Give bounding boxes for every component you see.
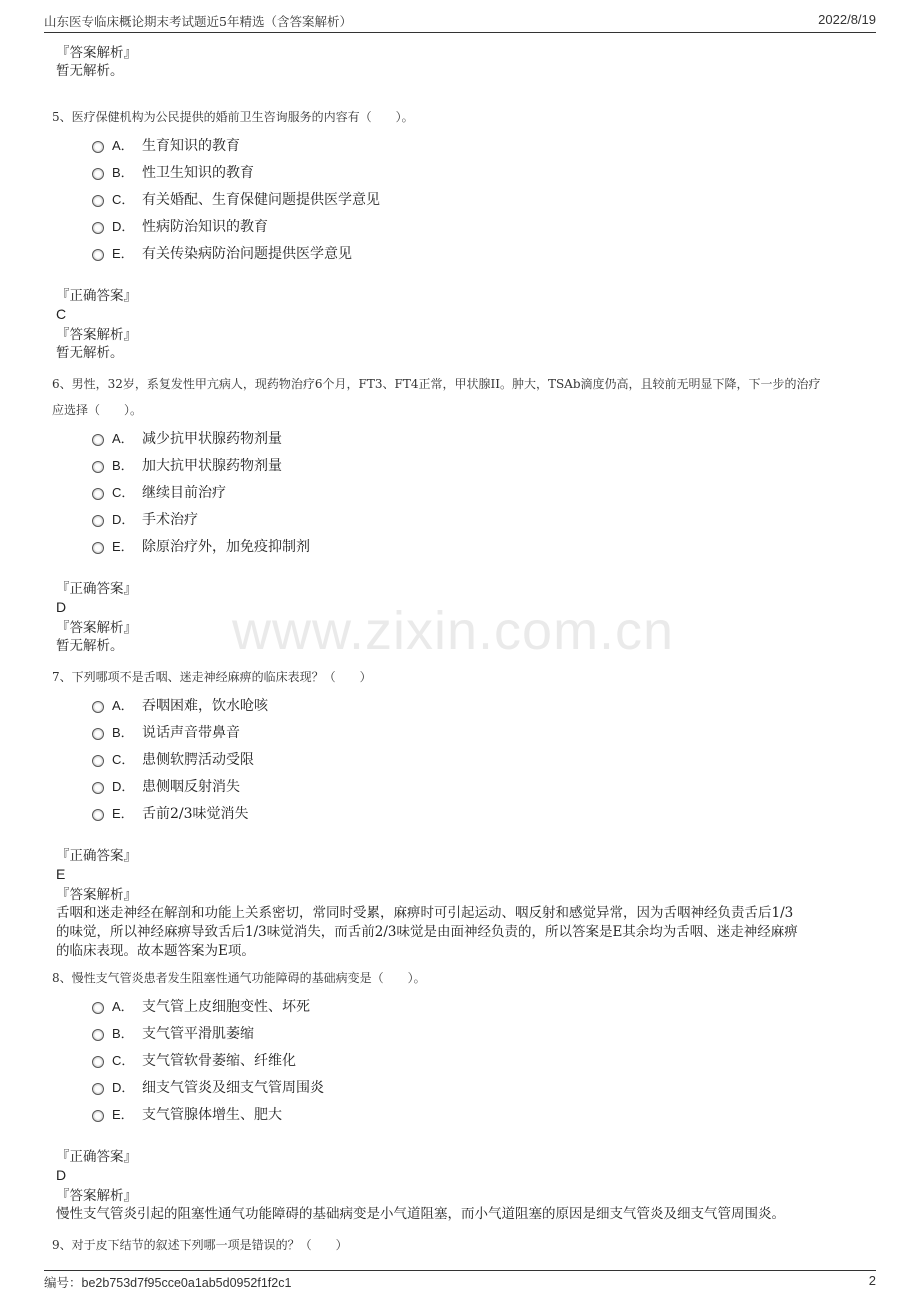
option-e[interactable] bbox=[92, 800, 868, 827]
page-footer bbox=[44, 1270, 876, 1291]
radio-icon[interactable] bbox=[92, 434, 104, 446]
analysis-text-line: 舌咽和迷走神经在解剖和功能上关系密切，常同时受累，麻痹时可引起运动、咽反射和感觉异常，因为舌咽神经负责舌后1/3 bbox=[56, 905, 794, 921]
option-b[interactable] bbox=[92, 1020, 868, 1047]
code-value: be2b753d7f95cce0a1ab5d0952f1f2c1 bbox=[81, 1276, 292, 1290]
analysis-text-line: 的味觉，所以神经麻痹导致舌后1/3味觉消失，而舌前2/3味觉是由面神经负责的，所以答案是E其余均为舌咽、迷走神经麻痹 bbox=[56, 924, 798, 940]
option-d[interactable] bbox=[92, 1074, 868, 1101]
document-title: 山东医专临床概论期末考试题近5年精选（含答案解析） bbox=[44, 14, 352, 29]
correct-answer-label: 『正确答案』 bbox=[56, 848, 137, 864]
option-text: 除原治疗外，加免疫抑制剂 bbox=[142, 539, 310, 555]
question-7 bbox=[52, 664, 868, 961]
radio-icon[interactable] bbox=[92, 755, 104, 767]
option-text: 细支气管炎及细支气管周围炎 bbox=[142, 1080, 324, 1096]
analysis-text-line: 的临床表现。故本题答案为E项。 bbox=[56, 943, 255, 959]
document-code bbox=[44, 1273, 291, 1291]
radio-icon[interactable] bbox=[92, 728, 104, 740]
analysis-label: 『答案解析』 bbox=[56, 887, 137, 903]
analysis-label: 『答案解析』 bbox=[56, 620, 137, 636]
option-list bbox=[92, 692, 868, 827]
radio-icon[interactable] bbox=[92, 249, 104, 261]
option-letter: D． bbox=[112, 1080, 135, 1095]
radio-icon[interactable] bbox=[92, 809, 104, 821]
option-text: 舌前2/3味觉消失 bbox=[142, 806, 249, 822]
radio-icon[interactable] bbox=[92, 1029, 104, 1041]
question-stem-cont: 应选择（ ）。 bbox=[52, 403, 143, 417]
option-text: 生育知识的教育 bbox=[142, 138, 240, 154]
option-letter: D． bbox=[112, 219, 135, 234]
radio-icon[interactable] bbox=[92, 542, 104, 554]
option-letter: C． bbox=[112, 192, 135, 207]
option-letter: C． bbox=[112, 485, 135, 500]
correct-answer: D bbox=[56, 1167, 67, 1183]
option-b[interactable] bbox=[92, 719, 868, 746]
option-text: 患侧咽反射消失 bbox=[142, 779, 240, 795]
option-letter: E． bbox=[112, 1107, 134, 1122]
correct-answer: E bbox=[56, 866, 66, 882]
option-list bbox=[92, 425, 868, 560]
option-c[interactable] bbox=[92, 186, 868, 213]
option-d[interactable] bbox=[92, 506, 868, 533]
analysis-text: 暂无解析。 bbox=[56, 63, 124, 79]
option-text: 加大抗甲状腺药物剂量 bbox=[142, 458, 282, 474]
option-letter: A． bbox=[112, 698, 134, 713]
option-text: 减少抗甲状腺药物剂量 bbox=[142, 431, 282, 447]
option-a[interactable] bbox=[92, 425, 868, 452]
analysis-label: 『答案解析』 bbox=[56, 327, 137, 343]
radio-icon[interactable] bbox=[92, 168, 104, 180]
option-text: 吞咽困难，饮水呛咳 bbox=[142, 698, 268, 714]
option-e[interactable] bbox=[92, 1101, 868, 1128]
option-letter: C． bbox=[112, 1053, 135, 1068]
analysis-text: 暂无解析。 bbox=[56, 345, 124, 361]
radio-icon[interactable] bbox=[92, 141, 104, 153]
option-a[interactable] bbox=[92, 692, 868, 719]
option-text: 支气管上皮细胞变性、坏死 bbox=[142, 999, 310, 1015]
radio-icon[interactable] bbox=[92, 461, 104, 473]
option-letter: E． bbox=[112, 806, 134, 821]
option-text: 支气管平滑肌萎缩 bbox=[142, 1026, 254, 1042]
radio-icon[interactable] bbox=[92, 222, 104, 234]
correct-answer-label: 『正确答案』 bbox=[56, 581, 137, 597]
correct-answer-label: 『正确答案』 bbox=[56, 1149, 137, 1165]
question-stem: 5、医疗保健机构为公民提供的婚前卫生咨询服务的内容有（ ）。 bbox=[52, 110, 414, 124]
option-text: 支气管软骨萎缩、纤维化 bbox=[142, 1053, 296, 1069]
radio-icon[interactable] bbox=[92, 195, 104, 207]
option-text: 有关婚配、生育保健问题提供医学意见 bbox=[142, 192, 380, 208]
option-letter: B． bbox=[112, 458, 134, 473]
question-stem: 9、对于皮下结节的叙述下列哪一项是错误的？（ ） bbox=[52, 1238, 348, 1252]
question-stem: 6、男性，32岁，系复发性甲亢病人，现药物治疗6个月，FT3、FT4正常，甲状腺II。肿大，TSAb滴度仍高，且较前无明显下降，下一步的治疗 bbox=[52, 377, 821, 391]
analysis-label: 『答案解析』 bbox=[56, 45, 137, 61]
option-letter: C． bbox=[112, 752, 135, 767]
option-b[interactable] bbox=[92, 452, 868, 479]
option-list bbox=[92, 132, 868, 267]
option-letter: D． bbox=[112, 779, 135, 794]
option-c[interactable] bbox=[92, 479, 868, 506]
question-6 bbox=[52, 371, 868, 656]
page-number: 2 bbox=[868, 1273, 876, 1288]
option-e[interactable] bbox=[92, 240, 868, 267]
analysis-text: 慢性支气管炎引起的阻塞性通气功能障碍的基础病变是小气道阻塞，而小气道阻塞的原因是细支气管炎及细支气管周围炎。 bbox=[56, 1206, 785, 1222]
correct-answer: C bbox=[56, 306, 67, 322]
watermark: www.zixin.com.cn bbox=[232, 601, 675, 661]
page-header bbox=[44, 12, 876, 33]
option-letter: B． bbox=[112, 725, 134, 740]
option-letter: A． bbox=[112, 431, 134, 446]
option-letter: B． bbox=[112, 165, 134, 180]
option-text: 支气管腺体增生、肥大 bbox=[142, 1107, 282, 1123]
option-a[interactable] bbox=[92, 132, 868, 159]
radio-icon[interactable] bbox=[92, 701, 104, 713]
option-letter: A． bbox=[112, 138, 134, 153]
question-stem: 8、慢性支气管炎患者发生阻塞性通气功能障碍的基础病变是（ ）。 bbox=[52, 971, 426, 985]
option-a[interactable] bbox=[92, 993, 868, 1020]
correct-answer: D bbox=[56, 599, 67, 615]
question-8 bbox=[52, 965, 868, 1224]
radio-icon[interactable] bbox=[92, 782, 104, 794]
option-letter: E． bbox=[112, 539, 134, 554]
option-text: 有关传染病防治问题提供医学意见 bbox=[142, 246, 352, 262]
radio-icon[interactable] bbox=[92, 1083, 104, 1095]
question-5 bbox=[52, 104, 868, 363]
option-letter: E． bbox=[112, 246, 134, 261]
option-list bbox=[92, 993, 868, 1128]
option-letter: A． bbox=[112, 999, 134, 1014]
option-b[interactable] bbox=[92, 159, 868, 186]
page-content bbox=[52, 44, 868, 1258]
correct-answer-label: 『正确答案』 bbox=[56, 288, 137, 304]
option-text: 患侧软腭活动受限 bbox=[142, 752, 254, 768]
analysis-text: 暂无解析。 bbox=[56, 638, 124, 654]
code-label: 编号： bbox=[44, 1275, 82, 1290]
radio-icon[interactable] bbox=[92, 1002, 104, 1014]
option-c[interactable] bbox=[92, 746, 868, 773]
option-d[interactable] bbox=[92, 213, 868, 240]
option-e[interactable] bbox=[92, 533, 868, 560]
option-text: 说话声音带鼻音 bbox=[142, 725, 240, 741]
option-letter: D． bbox=[112, 512, 135, 527]
radio-icon[interactable] bbox=[92, 1056, 104, 1068]
radio-icon[interactable] bbox=[92, 1110, 104, 1122]
option-text: 性卫生知识的教育 bbox=[142, 165, 254, 181]
radio-icon[interactable] bbox=[92, 488, 104, 500]
option-letter: B． bbox=[112, 1026, 134, 1041]
radio-icon[interactable] bbox=[92, 515, 104, 527]
option-text: 性病防治知识的教育 bbox=[142, 219, 268, 235]
analysis-label: 『答案解析』 bbox=[56, 1188, 137, 1204]
header-date: 2022/8/19 bbox=[818, 12, 876, 27]
option-d[interactable] bbox=[92, 773, 868, 800]
option-c[interactable] bbox=[92, 1047, 868, 1074]
question-stem: 7、下列哪项不是舌咽、迷走神经麻痹的临床表现？（ ） bbox=[52, 670, 372, 684]
option-text: 手术治疗 bbox=[142, 512, 198, 528]
option-text: 继续目前治疗 bbox=[142, 485, 226, 501]
question-9 bbox=[52, 1232, 868, 1258]
